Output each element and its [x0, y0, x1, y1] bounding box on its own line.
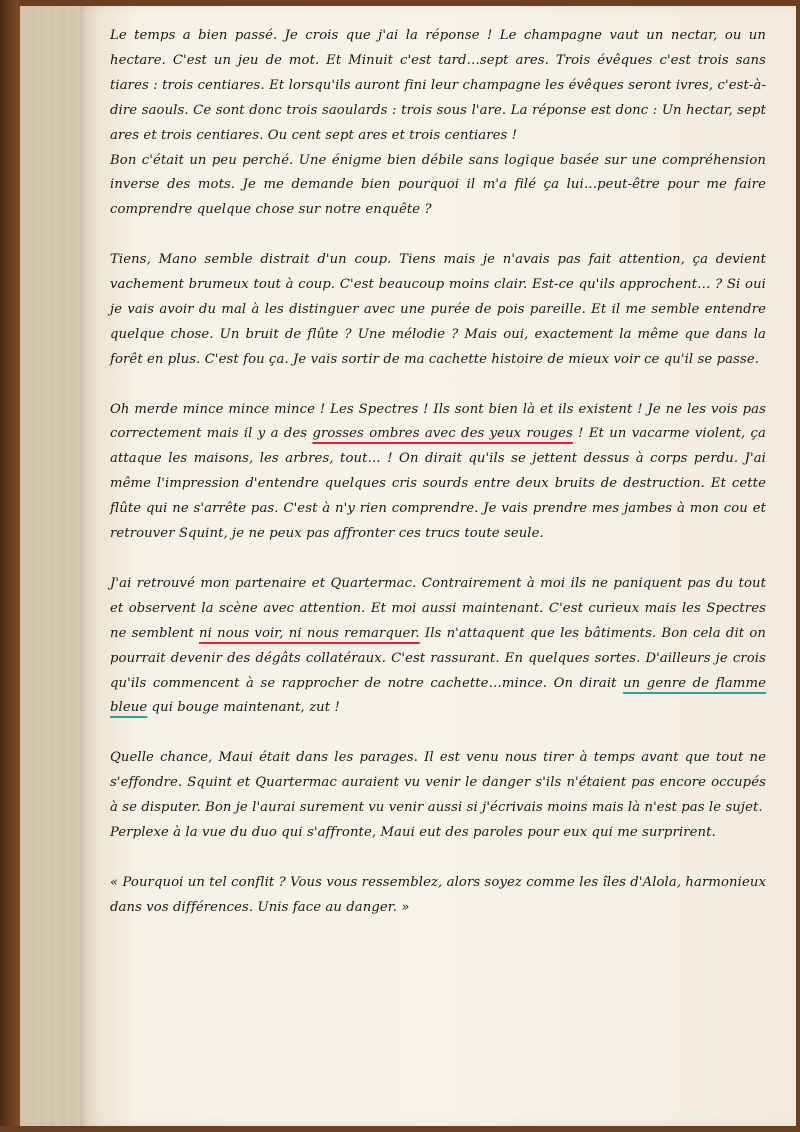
paragraph-quote: « Pourquoi un tel conflit ? Vous vous ressemblez, alors soyez comme les îles d'Alola, harmonieux dans vos différences. Unis face au danger. » — [110, 874, 766, 915]
highlight-not-seen: ni nous voir, ni nous remarquer. — [199, 625, 420, 641]
cover-bottom-edge — [0, 1126, 800, 1132]
paragraph-gap — [110, 373, 766, 398]
paragraph-gap — [110, 547, 766, 572]
paragraph-perplexe: Perplexe à la vue du duo qui s'affronte, Maui eut des paroles pour eux qui me surprirent. — [110, 824, 716, 840]
text-segment: ! Et un vacarme violent, ça attaque les maisons, les arbres, tout… ! On dirait qu'ils se jettent dessus à corps perdu. J'ai même l'impression d'entendre quelques cris sourds entre deux bruits de destruction. Et cette flûte qui ne s'arrête pas. C'est à n'y rien comprendre. Je vais prendre mes jambes à mon cou et retrouver Squint, je ne peux pas affronter ces trucs toute seule. — [110, 426, 766, 542]
highlight-red-eyes: grosses ombres avec des yeux rouges — [312, 426, 573, 442]
paragraph-maui: Quelle chance, Maui était dans les parages. Il est venu nous tirer à temps avant que tout ne s'effondre. Squint et Quartermac auraient vu venir le danger s'ils n'étaient pas encore occupés à se disputer. Bon je l'aurai surement vu venir aussi si j'écrivais moins mais là n'est pas le sujet. — [110, 750, 766, 816]
paragraph-gap — [110, 721, 766, 746]
paragraph-answer: Le temps a bien passé. Je crois que j'ai la réponse ! Le champagne vaut un nectar, ou un hectare. C'est un jeu de mot. Et Minuit c'est tard…sept ares. Trois évêques c'est trois sans tiares : trois centiares. Et lorsqu'ils auront fini leur champagne les évêques seront ivres, c'est-à-dire saouls. Ce sont donc trois saoulards : trois sous l'are. La réponse est donc : Un hectar, sept ares et trois centiares. Ou cent sept ares et trois centiares ! — [110, 28, 766, 143]
highlight-blue-flame: un genre de flamme bleue — [110, 675, 766, 716]
journal-text — [110, 24, 766, 921]
paragraph-gap — [110, 223, 766, 248]
paragraph-partner — [110, 572, 766, 721]
paragraph-riddle-comment: Bon c'était un peu perché. Une énigme bien débile sans logique basée sur une compréhension inverse des mots. Je me demande bien pourquoi il m'a filé ça lui…peut-être pour me faire comprendre quelque chose sur notre enquête ? — [110, 152, 766, 218]
text-segment: J'ai retrouvé mon partenaire et Quartermac. Contrairement à moi ils ne paniquent pas du tout et observent la scène avec attention. Et moi aussi maintenant. C'est curieux mais les Spectres ne semblent — [110, 575, 766, 641]
journal-page — [80, 6, 796, 1126]
text-segment: Oh merde mince mince mince ! Les Spectres ! Ils sont bien là et ils existent ! Je ne les vois pas correctement mais il y a des — [110, 401, 766, 442]
cover-right-edge — [796, 0, 800, 1132]
paragraph-spectres — [110, 398, 766, 547]
paragraph-fog: Tiens, Mano semble distrait d'un coup. Tiens mais je n'avais pas fait attention, ça devient vachement brumeux tout à coup. C'est beaucoup moins clair. Est-ce qu'ils approchent… ? Si oui je vais avoir du mal à les distinguer avec une purée de pois pareille. Et il me semble entendre quelque chose. Un bruit de flûte ? Une mélodie ? Mais oui, exactement la même que dans la forêt en plus. C'est fou ça. Je vais sortir de ma cachette histoire de mieux voir ce qu'il se passe. — [110, 252, 766, 367]
paragraph-gap — [110, 846, 766, 871]
text-segment: qui bouge maintenant, zut ! — [147, 700, 340, 716]
text-segment: Ils n'attaquent que les bâtiments. Bon cela dit on pourrait devenir des dégâts collatéraux. C'est rassurant. En quelques sortes. D'ailleurs je crois qu'ils commencent à se rapprocher de notre cachette…mince. On dirait — [110, 625, 766, 691]
